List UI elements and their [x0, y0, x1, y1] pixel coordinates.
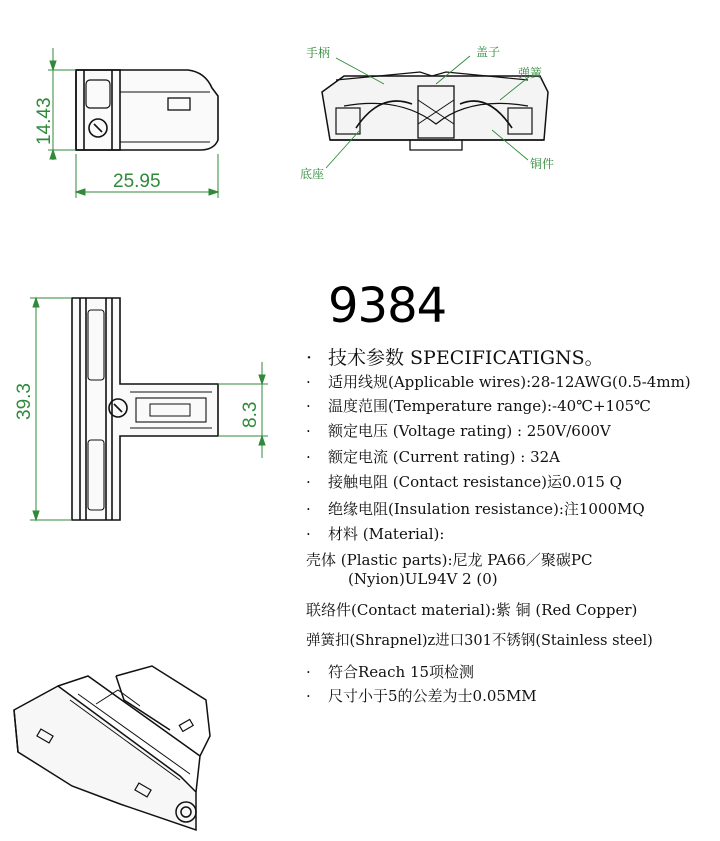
spec-plastic-line-1: 壳体 (Plastic parts):尼龙 PA66／聚碳PC — [306, 551, 593, 569]
spec-plastic-line-2: (Nyion)UL94V 2 (0) — [348, 570, 498, 588]
model-number: 9384 — [328, 278, 447, 334]
spec-heading: · 技术参数 SPECIFICATIGNS。 — [306, 347, 604, 369]
isometric-view-drawing — [14, 666, 210, 830]
dimension-height-top: 14.43 — [34, 97, 55, 145]
spec-tolerance: · 尺寸小于5的公差为士0.05MM — [306, 687, 537, 705]
callout-handle: 手柄 — [306, 46, 331, 60]
dimension-width-top: 25.95 — [113, 171, 161, 192]
spec-voltage: · 额定电压 (Voltage rating) : 250V/600V — [306, 422, 611, 440]
spec-current: · 额定电流 (Current rating) : 32A — [306, 448, 560, 466]
dimension-height-branch: 8.3 — [240, 401, 261, 428]
callout-base: 底座 — [300, 167, 325, 181]
spec-wires: · 适用线规(Applicable wires):28-12AWG(0.5-4mm) — [306, 373, 691, 391]
front-view-drawing — [72, 298, 218, 520]
callout-copper: 铜件 — [530, 157, 555, 171]
cross-section-drawing — [322, 72, 548, 150]
spec-reach: · 符合Reach 15项检测 — [306, 663, 475, 681]
spec-temperature: · 温度范围(Temperature range):-40℃+105℃ — [306, 397, 651, 415]
spec-insulation: · 绝缘电阻(Insulation resistance):注1000MQ — [306, 500, 645, 518]
spec-material: · 材料 (Material): — [306, 525, 445, 543]
spec-contact-material: 联络件(Contact material):紫 铜 (Red Copper) — [306, 601, 638, 619]
spec-shrapnel: 弹簧扣(Shrapnel)z进口301不锈钢(Stainless steel) — [306, 633, 653, 649]
dimension-height-front: 39.3 — [14, 383, 35, 420]
spec-contact-resistance: · 接触电阻 (Contact resistance)运0.015 Q — [306, 473, 622, 491]
top-view-drawing — [76, 70, 218, 150]
callout-cover: 盖子 — [476, 45, 501, 59]
callout-spring: 弹簧 — [518, 66, 543, 80]
bullet-dot: · — [306, 347, 313, 369]
